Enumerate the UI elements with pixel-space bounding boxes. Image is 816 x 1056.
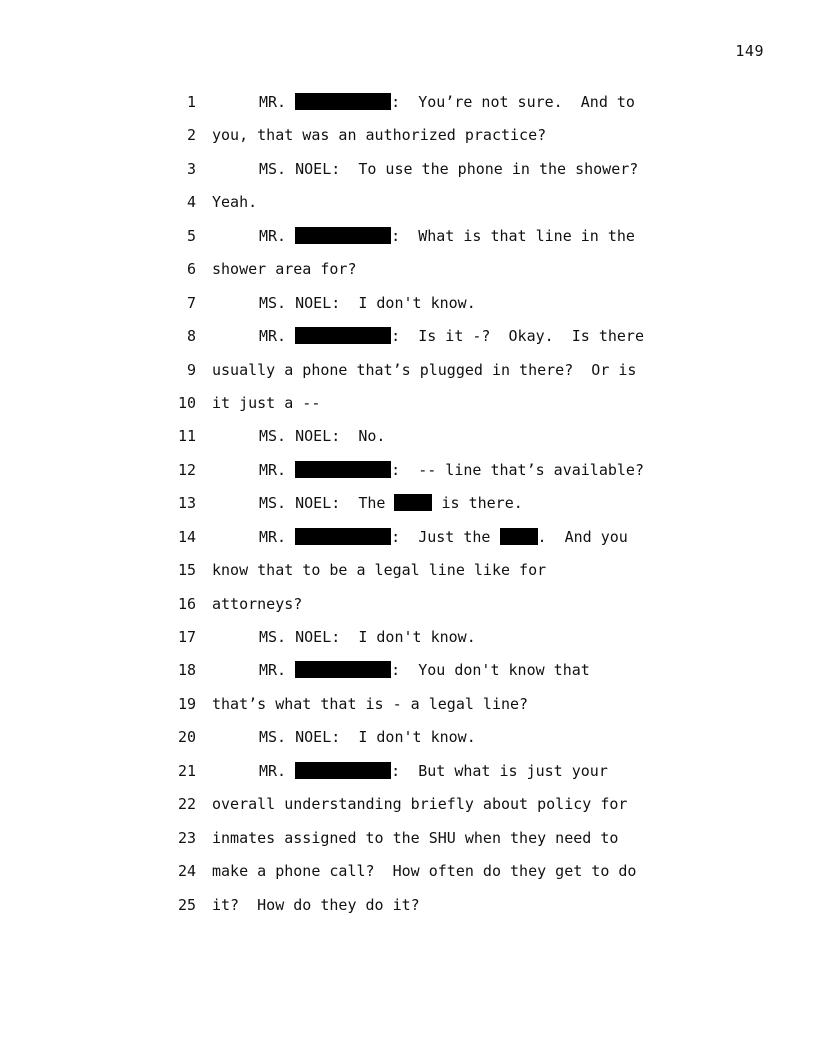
text-segment: MR. — [259, 93, 296, 111]
text-segment: : What is that line in the — [391, 226, 635, 245]
text-segment: : -- line that’s available? — [391, 460, 644, 479]
line-text — [212, 387, 320, 420]
text-segment: : You’re not sure. And to — [391, 93, 635, 111]
line-number: 19 — [177, 694, 196, 713]
line-number: 5 — [186, 226, 196, 245]
transcript-line — [0, 755, 816, 788]
transcript-line — [0, 822, 816, 855]
text-segment: usually a phone that’s plugged in there? Or is — [212, 360, 637, 379]
redaction-box — [295, 528, 391, 545]
text-segment: MS. NOEL: I don't know. — [259, 728, 476, 747]
text-segment: MR. — [259, 226, 296, 245]
line-text — [212, 554, 546, 587]
line-number: 23 — [177, 828, 196, 847]
line-text — [212, 822, 618, 855]
text-segment: overall understanding briefly about policy for — [212, 795, 628, 814]
line-number: 25 — [177, 895, 196, 914]
line-number: 15 — [177, 561, 196, 580]
line-text — [212, 688, 528, 721]
line-text — [212, 354, 636, 387]
line-number: 16 — [177, 594, 196, 613]
line-text — [212, 119, 546, 152]
line-text — [212, 186, 257, 219]
text-segment: it just a -- — [212, 393, 321, 412]
redaction-box — [500, 528, 538, 545]
transcript-line — [0, 420, 816, 453]
line-number: 17 — [177, 628, 196, 646]
text-segment: MR. — [259, 460, 296, 479]
line-number: 12 — [177, 460, 196, 479]
line-text — [259, 487, 523, 520]
transcript-line — [0, 454, 816, 487]
transcript-line — [0, 654, 816, 687]
line-number: 4 — [186, 193, 196, 212]
text-segment: inmates assigned to the SHU when they need to — [212, 828, 619, 847]
line-text — [259, 287, 476, 320]
transcript-line — [0, 387, 816, 420]
line-number: 6 — [186, 260, 196, 279]
text-segment: shower area for? — [212, 260, 357, 279]
text-segment: MS. NOEL: No. — [259, 427, 386, 446]
redaction-box — [295, 93, 391, 110]
text-segment: you, that was an authorized practice? — [212, 126, 547, 145]
transcript-line — [0, 554, 816, 587]
text-segment: MR. — [259, 527, 296, 546]
line-text — [259, 420, 385, 453]
line-number: 13 — [177, 494, 196, 513]
redaction-box — [295, 661, 391, 678]
redaction-box — [295, 327, 391, 344]
transcript-line — [0, 253, 816, 286]
transcript-line — [0, 287, 816, 320]
transcript-line — [0, 788, 816, 821]
line-number: 2 — [186, 126, 196, 145]
transcript-line — [0, 220, 816, 253]
transcript-line — [0, 186, 816, 219]
text-segment: it? How do they do it? — [212, 895, 420, 914]
line-number: 20 — [177, 728, 196, 747]
line-text — [259, 454, 644, 487]
line-text — [259, 755, 608, 788]
text-segment: MR. — [259, 327, 296, 346]
transcript-line — [0, 621, 816, 654]
transcript-line — [0, 153, 816, 186]
text-segment: MS. NOEL: The — [259, 494, 395, 513]
line-text — [212, 588, 302, 621]
line-number: 3 — [186, 159, 196, 178]
transcript-line — [0, 521, 816, 554]
text-segment: MR. — [259, 661, 296, 680]
transcript-line — [0, 588, 816, 621]
line-number: 10 — [177, 393, 196, 412]
line-number: 14 — [177, 527, 196, 546]
line-text — [259, 220, 635, 253]
text-segment: MS. NOEL: I don't know. — [259, 628, 476, 646]
line-text — [212, 855, 636, 888]
text-segment: know that to be a legal line like for — [212, 561, 547, 580]
transcript-line — [0, 855, 816, 888]
transcript-line — [0, 320, 816, 353]
line-number: 1 — [186, 93, 196, 111]
line-number: 24 — [177, 862, 196, 881]
text-segment: make a phone call? How often do they get to do — [212, 862, 637, 881]
line-number: 8 — [186, 327, 196, 346]
line-number: 7 — [186, 293, 196, 312]
line-text — [259, 153, 638, 186]
text-segment: : You don't know that — [391, 661, 590, 680]
transcript-line — [0, 688, 816, 721]
transcript-line — [0, 86, 816, 119]
redaction-box — [394, 494, 432, 511]
line-number: 21 — [177, 761, 196, 780]
transcript-line — [0, 487, 816, 520]
redaction-box — [295, 227, 391, 244]
transcript-line — [0, 889, 816, 922]
text-segment: : But what is just your — [391, 761, 608, 780]
line-number: 22 — [177, 795, 196, 814]
text-segment: : Just the — [391, 527, 500, 546]
line-text — [259, 721, 476, 754]
page-number: 149 — [735, 42, 764, 60]
redaction-box — [295, 461, 391, 478]
line-text — [259, 86, 635, 119]
line-text — [259, 654, 590, 687]
line-number: 18 — [177, 661, 196, 680]
text-segment: that’s what that is - a legal line? — [212, 694, 529, 713]
text-segment: attorneys? — [212, 594, 303, 613]
text-segment: : Is it -? Okay. Is there — [391, 327, 644, 346]
redaction-box — [295, 762, 391, 779]
line-text — [212, 788, 627, 821]
line-text — [212, 889, 420, 922]
line-number: 11 — [177, 427, 196, 446]
text-segment: . And you — [537, 527, 628, 546]
text-segment: is there. — [432, 494, 523, 513]
transcript-line — [0, 119, 816, 152]
line-text — [259, 621, 476, 654]
line-text — [212, 253, 357, 286]
line-text — [259, 320, 644, 353]
line-text — [259, 521, 628, 554]
text-segment: MR. — [259, 761, 296, 780]
text-segment: MS. NOEL: I don't know. — [259, 293, 476, 312]
text-segment: Yeah. — [212, 193, 258, 212]
transcript-line — [0, 721, 816, 754]
transcript-body — [0, 86, 816, 922]
text-segment: MS. NOEL: To use the phone in the shower? — [259, 159, 639, 178]
transcript-line — [0, 354, 816, 387]
line-number: 9 — [186, 360, 196, 379]
